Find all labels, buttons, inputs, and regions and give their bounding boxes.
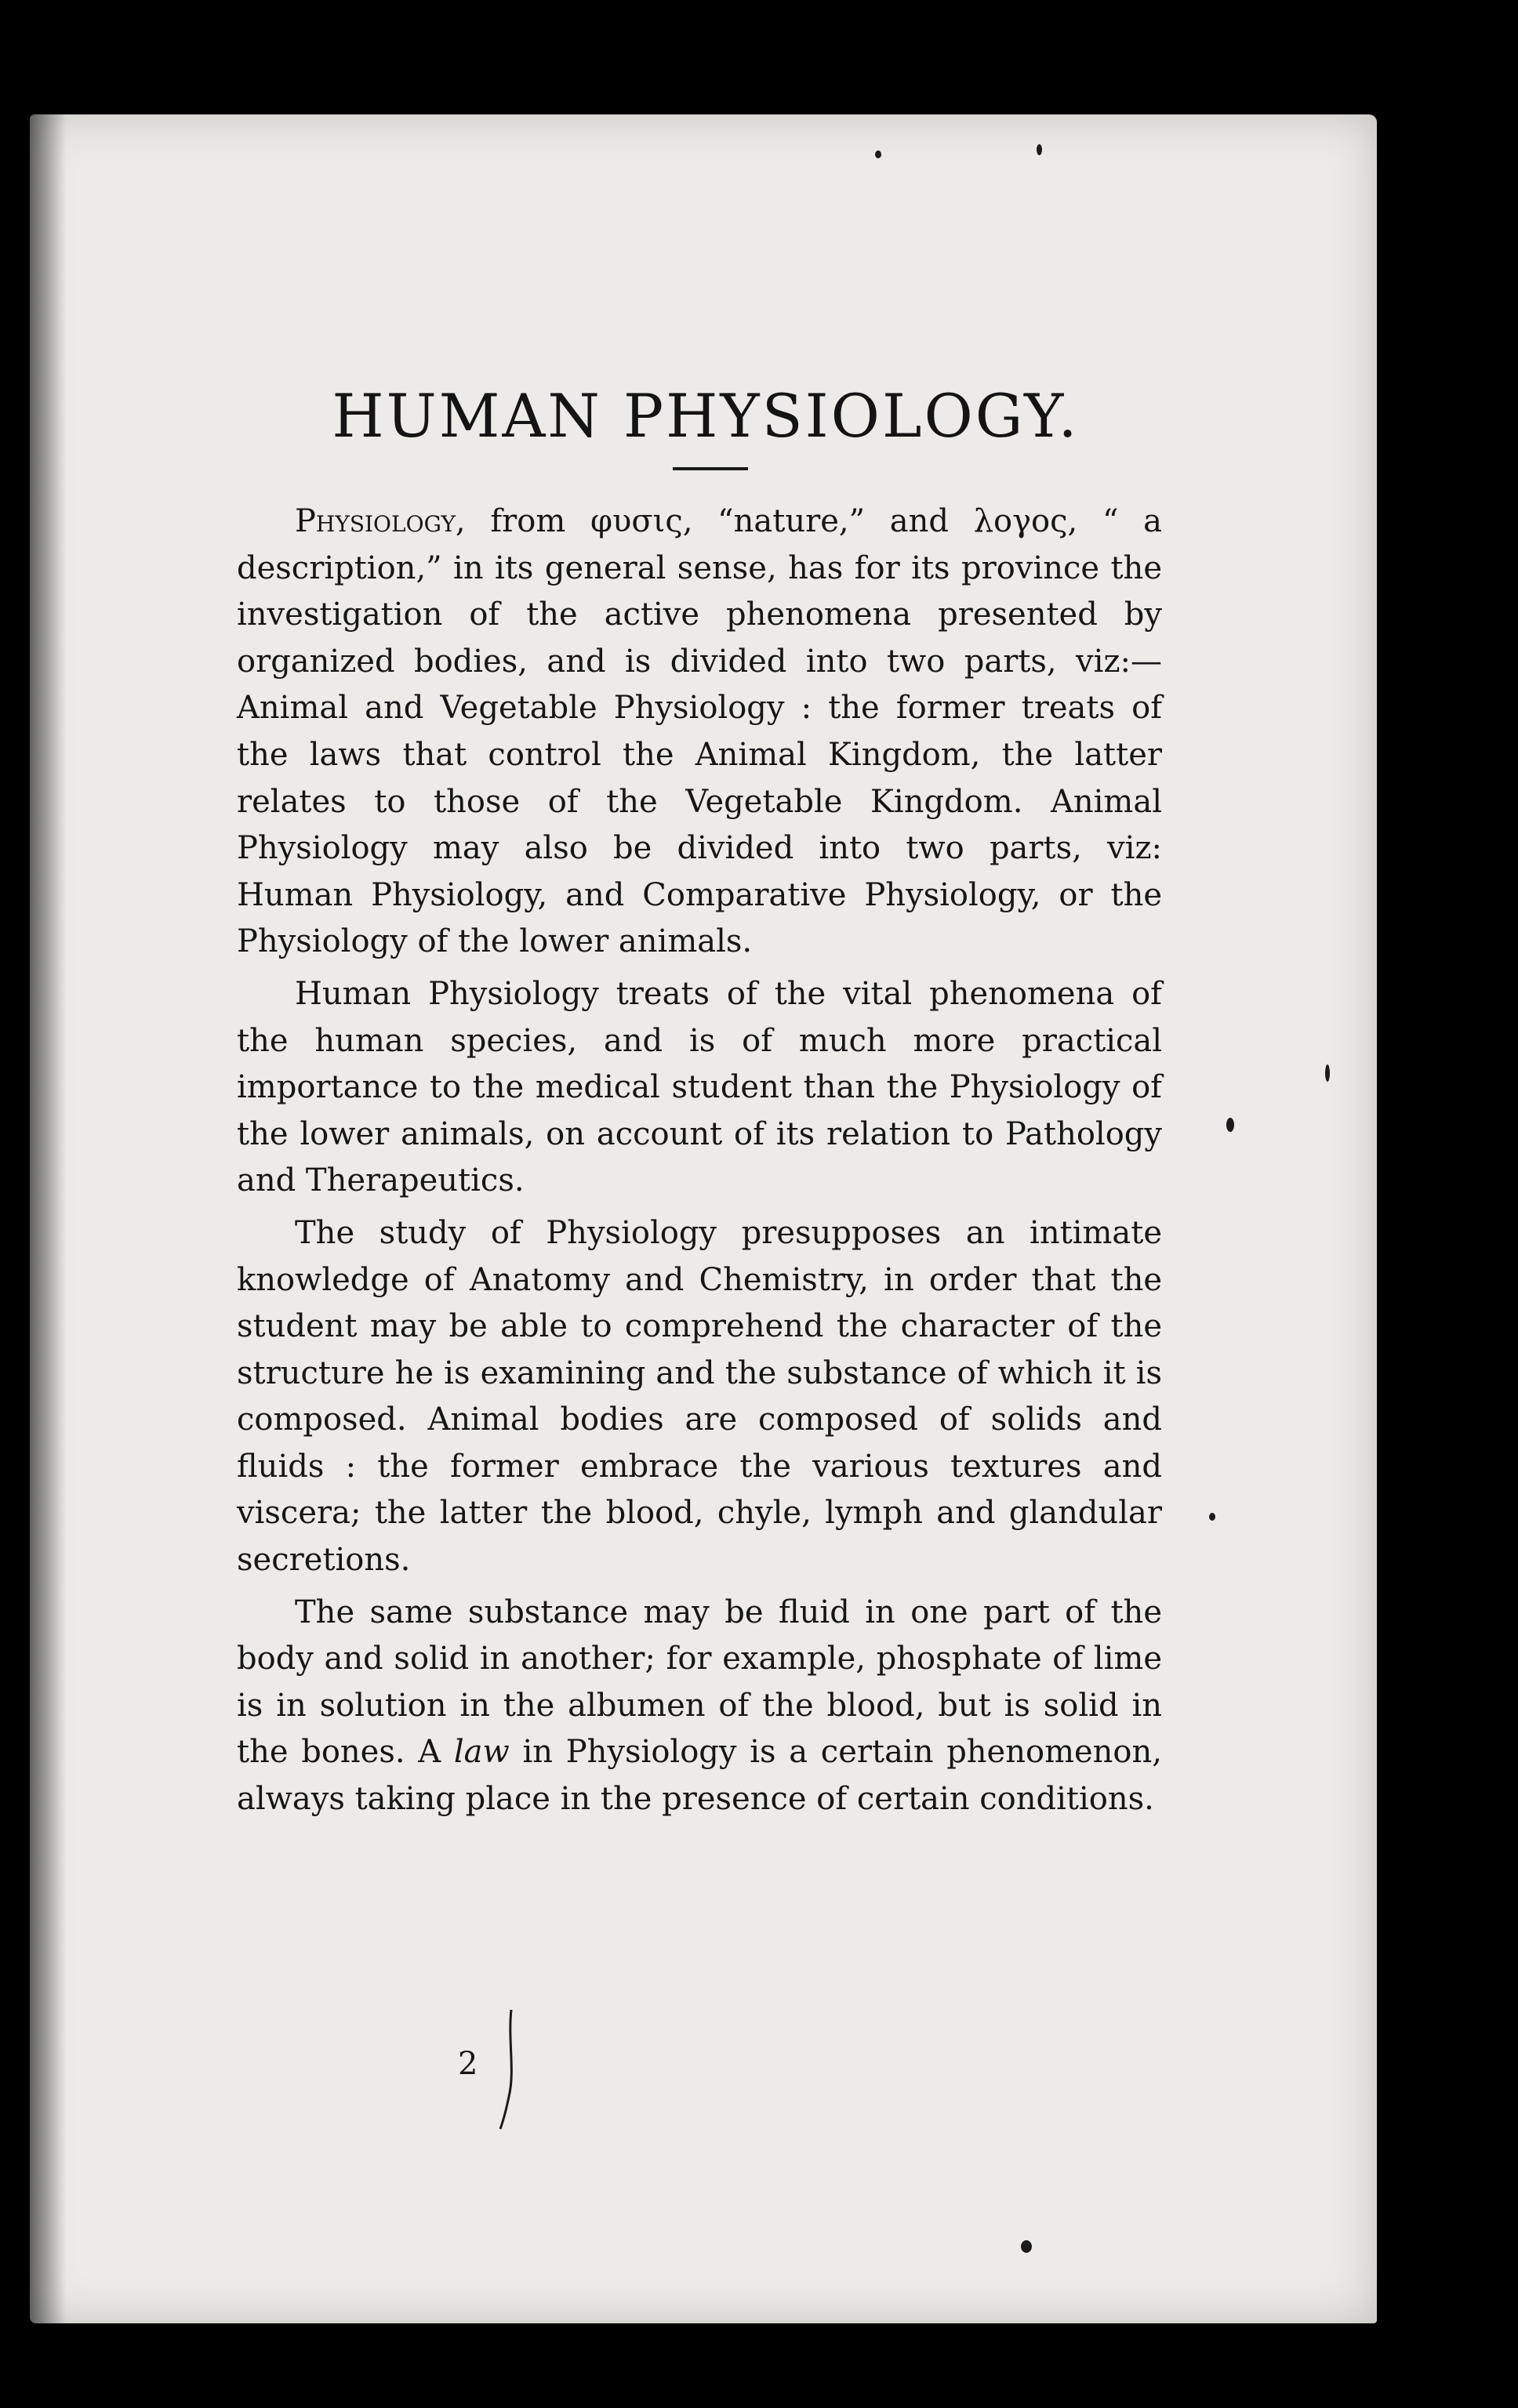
title-rule [673, 467, 748, 470]
body-text [237, 499, 1162, 1823]
paragraph-1 [237, 499, 1162, 966]
paragraph-4-text-before: The same substance may be fluid in one part of the body and solid in another; for example, phosphate of lime is in solution in the albumen of the blood, but is solid in the bones. A [237, 1594, 1162, 1771]
scan-speck [1226, 1118, 1234, 1132]
paragraph-3: The study of Physiology presupposes an intimate knowledge of Anatomy and Chemistry, in order that the student may be able to comprehend the character of the structure he is examining and the substance of which it is composed. Animal bodies are composed of solids and fluids : the former embrace the various textures and viscera; the latter the blood, chyle, lymph and glandular secretions. [237, 1214, 1162, 1579]
scan-speck [1325, 1064, 1330, 1082]
pen-mark [494, 2007, 518, 2132]
paragraph-1-text: , from φυσις, “nature,” and λογος, “ a description,” in its general sense, has for its province the investigation of the active phenomena presented by organized bodies, and is divided into two parts, viz:— Animal and Vegetable Physiology : the former treats of the laws that control the Animal Kingdom, the latter relates to those of the Vegetable Kingdom. Animal Physiology may also be divided into two parts, viz: Human Physiology, and Comparative Physiology, or the Physiology of the lower animals. [237, 503, 1162, 960]
italic-law: law [453, 1734, 510, 1771]
paragraph-4-text-after: in Physiology is a certain phenomenon, always taking place in the presence of certain conditions. [237, 1734, 1162, 1818]
spine-shadow [30, 114, 66, 2323]
paragraph-4 [237, 1590, 1162, 1823]
paragraph-2: Human Physiology treats of the vital phenomena of the human species, and is of much more practical importance to the medical student than the Physiology of the lower animals, on account of its relation to Pathology and Therapeutics. [237, 975, 1162, 1199]
scan-speck [1021, 2240, 1032, 2253]
page-number: 2 [458, 2046, 478, 2082]
page-title: HUMAN PHYSIOLOGY. [332, 381, 1080, 451]
scan-speck [1209, 1513, 1215, 1521]
scan-speck [1037, 144, 1042, 155]
lead-word: Physiology [295, 503, 456, 539]
scan-speck [875, 150, 881, 158]
